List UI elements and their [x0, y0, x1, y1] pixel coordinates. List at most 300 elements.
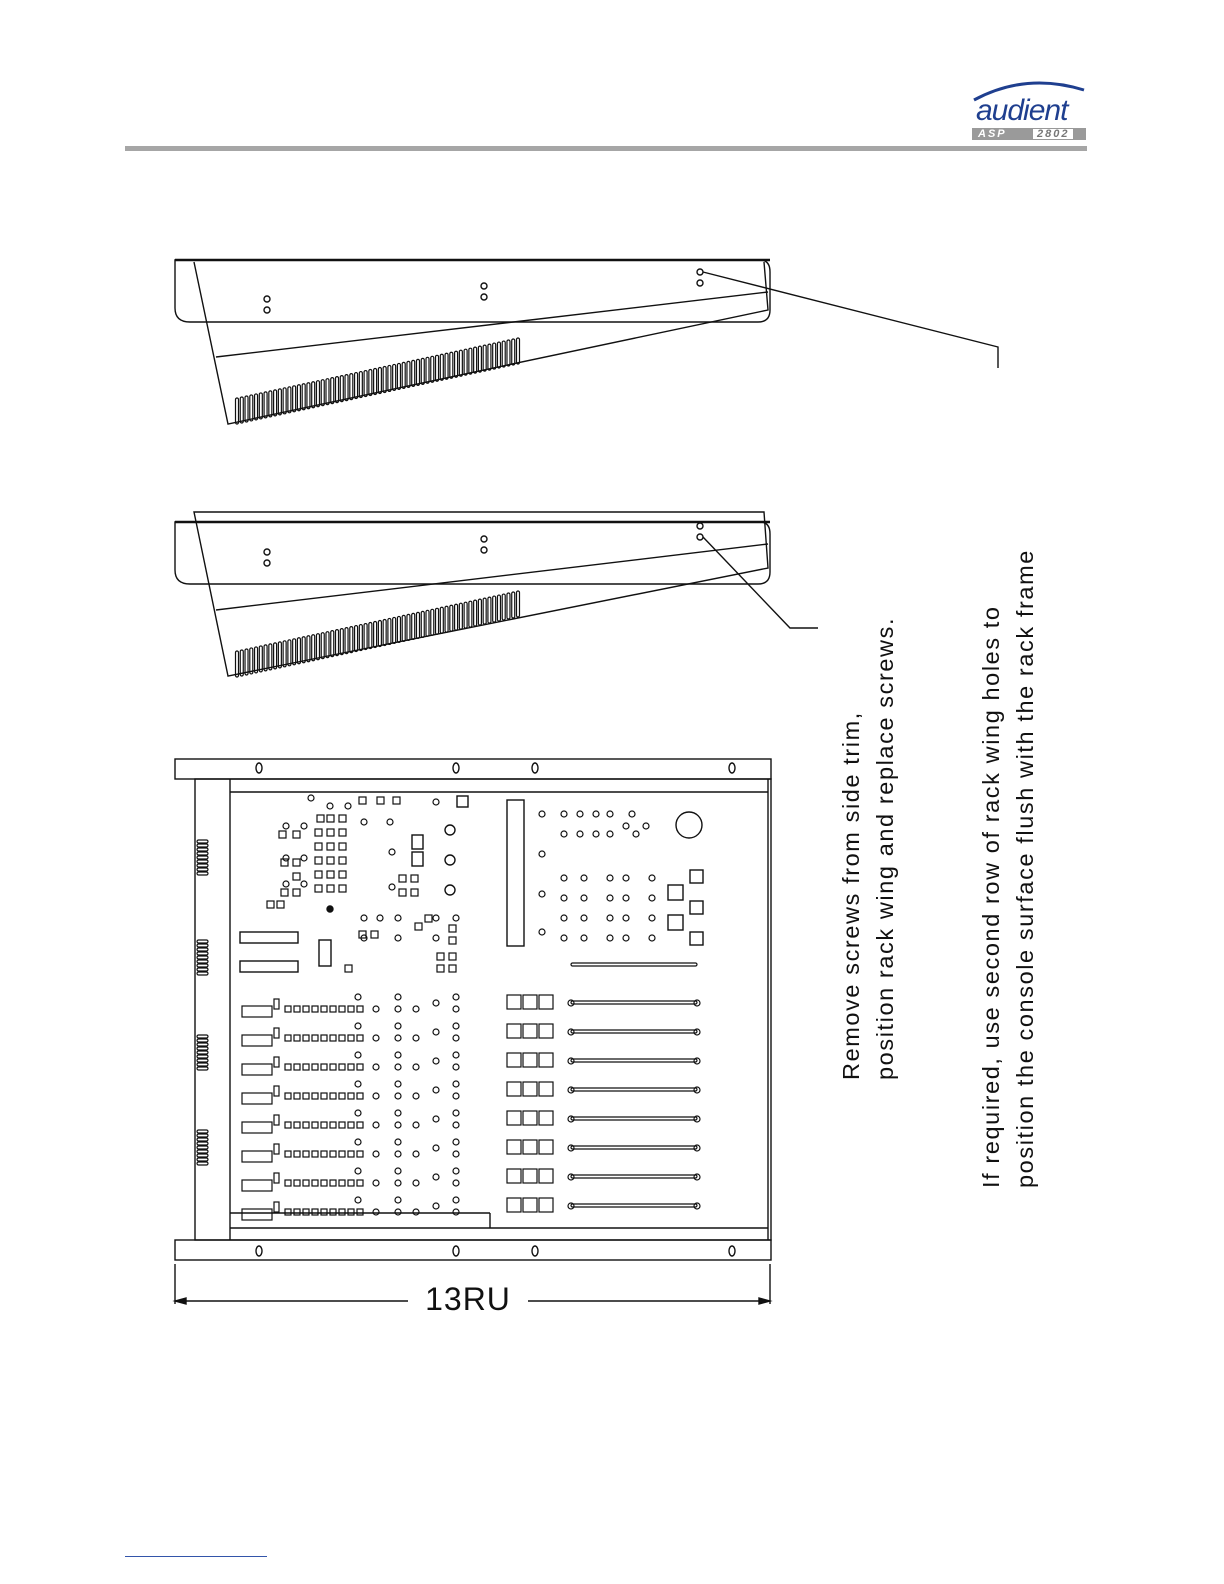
component-square: [339, 843, 346, 850]
channel-knob: [433, 1000, 439, 1006]
component-dot: [581, 915, 587, 921]
channel-connector: [242, 1151, 272, 1162]
vent-slot: [402, 615, 405, 641]
channel-knob: [395, 1168, 401, 1174]
channel-knob: [355, 1081, 361, 1087]
vent-slot: [459, 350, 462, 376]
channel-knob: [453, 1023, 459, 1029]
channel-knob: [453, 1139, 459, 1145]
component-dot: [539, 891, 545, 897]
component-dot: [301, 823, 307, 829]
vent-slot: [407, 361, 410, 387]
console-plan-view: [175, 759, 771, 1260]
channel-switch: [274, 1086, 279, 1096]
component-dot: [629, 811, 635, 817]
component-dot: [607, 831, 613, 837]
channel-knob: [373, 1035, 379, 1041]
vent-slot: [312, 382, 315, 408]
component-dot: [539, 851, 545, 857]
vent-slot: [307, 383, 310, 409]
component-square: [339, 871, 346, 878]
channel-knob: [453, 1093, 459, 1099]
vent-slot: [507, 593, 510, 619]
connector-slot: [197, 1059, 208, 1062]
vent-slot: [302, 637, 305, 663]
channel-button: [321, 1006, 327, 1012]
connector-slot: [197, 1051, 208, 1054]
channel-button: [303, 1064, 309, 1070]
channel-button: [321, 1064, 327, 1070]
logo-model-number: 2802: [1032, 128, 1074, 140]
fader-track: [571, 1204, 697, 1207]
channel-button: [321, 1180, 327, 1186]
connector-slot: [197, 1158, 208, 1161]
channel-button: [303, 1006, 309, 1012]
vent-slot: [426, 610, 429, 636]
channel-button: [357, 1180, 363, 1186]
meter-block: [507, 1198, 521, 1212]
channel-knob: [433, 1174, 439, 1180]
channel-button: [285, 1093, 291, 1099]
channel-connector: [242, 1035, 272, 1046]
vent-slot: [316, 634, 319, 660]
component-square: [327, 829, 334, 836]
channel-knob: [355, 1139, 361, 1145]
channel-button: [312, 1151, 318, 1157]
component-dot: [643, 823, 649, 829]
vent-slot: [297, 638, 300, 664]
channel-knob: [453, 1052, 459, 1058]
vent-slot: [350, 374, 353, 400]
channel-knob: [453, 1081, 459, 1087]
connector-slot: [197, 1134, 208, 1137]
connector-slot: [197, 1162, 208, 1165]
component-square: [359, 797, 366, 804]
component-square: [315, 885, 322, 892]
channel-switch: [274, 1144, 279, 1154]
vent-slot: [397, 363, 400, 389]
channel-connector: [242, 1122, 272, 1133]
component-dot: [581, 895, 587, 901]
vent-slot: [416, 612, 419, 638]
connector-slot: [197, 1146, 208, 1149]
component-square: [317, 815, 324, 822]
vent-slot: [502, 594, 505, 620]
channel-knob: [395, 1006, 401, 1012]
component-square: [339, 857, 346, 864]
component-dot: [607, 895, 613, 901]
logo-brand: audient: [976, 94, 1068, 127]
component-dot: [387, 819, 393, 825]
meter-block: [507, 1140, 521, 1154]
vent-slot: [269, 391, 272, 417]
channel-knob: [413, 1151, 419, 1157]
component-dot: [561, 875, 567, 881]
vent-slot: [440, 354, 443, 380]
channel-knob: [373, 1209, 379, 1215]
channel-knob: [355, 1110, 361, 1116]
vent-slot: [288, 387, 291, 413]
vent-slot: [431, 609, 434, 635]
component-square: [449, 925, 456, 932]
vent-slot: [355, 373, 358, 399]
vent-slot: [450, 605, 453, 631]
vent-slot: [378, 620, 381, 646]
meter-block: [523, 1053, 537, 1067]
channel-knob: [355, 1052, 361, 1058]
vent-slot: [517, 591, 520, 617]
component-square: [411, 889, 418, 896]
channel-knob: [433, 1029, 439, 1035]
vent-slot: [421, 358, 424, 384]
component-dot: [623, 935, 629, 941]
vent-slot: [464, 602, 467, 628]
channel-knob: [355, 1023, 361, 1029]
connector-slot: [197, 944, 208, 947]
vent-slot: [507, 340, 510, 366]
component-dot: [561, 895, 567, 901]
component-square: [281, 889, 288, 896]
vent-slot: [236, 398, 239, 424]
channel-knob: [395, 1209, 401, 1215]
channel-knob: [453, 1168, 459, 1174]
component-square: [449, 953, 456, 960]
component-dot: [561, 831, 567, 837]
channel-button: [303, 1093, 309, 1099]
meter-block: [539, 1053, 553, 1067]
channel-knob: [395, 1180, 401, 1186]
channel-knob: [453, 1006, 459, 1012]
component-square: [339, 815, 346, 822]
component-square: [399, 889, 406, 896]
vent-slot: [502, 341, 505, 367]
channel-knob: [373, 1151, 379, 1157]
dimension-label: 13RU: [408, 1281, 528, 1318]
component-square: [339, 829, 346, 836]
vent-slot: [250, 395, 253, 421]
channel-button: [312, 1209, 318, 1215]
meter-block: [523, 1082, 537, 1096]
footer-rule: [125, 1556, 267, 1557]
vent-slot: [345, 375, 348, 401]
component-dot: [649, 895, 655, 901]
note-side-trim-line1: Remove screws from side trim,: [838, 711, 864, 1080]
vent-slot: [474, 347, 477, 373]
vent-slot: [469, 601, 472, 627]
component-square: [293, 859, 300, 866]
channel-knob: [355, 1168, 361, 1174]
vent-slot: [245, 649, 248, 675]
vent-slot: [340, 629, 343, 655]
channel-knob: [395, 1122, 401, 1128]
channel-button: [294, 1093, 300, 1099]
vent-slot: [236, 651, 239, 677]
vent-slot: [493, 596, 496, 622]
channel-button: [357, 1006, 363, 1012]
component-dot: [389, 884, 395, 890]
component-dot: [283, 823, 289, 829]
meter-block: [523, 1169, 537, 1183]
connector-slot: [197, 940, 208, 943]
vent-slot: [359, 372, 362, 398]
component-dot: [593, 811, 599, 817]
connector-slot: [197, 948, 208, 951]
channel-knob: [433, 1116, 439, 1122]
meter-block: [539, 1024, 553, 1038]
component-square: [315, 829, 322, 836]
channel-knob: [395, 1139, 401, 1145]
channel-button: [348, 1209, 354, 1215]
component-dot: [649, 875, 655, 881]
vent-slot: [293, 386, 296, 412]
component-square: [293, 873, 300, 880]
channel-connector: [242, 1180, 272, 1191]
vent-slot: [297, 385, 300, 411]
vent-slot: [483, 598, 486, 624]
channel-connector: [242, 1006, 272, 1017]
channel-connector: [242, 1209, 272, 1220]
component-square: [437, 965, 444, 972]
vent-slot: [407, 614, 410, 640]
vent-slot: [283, 641, 286, 667]
channel-connector: [242, 1064, 272, 1075]
connector-slot: [197, 952, 208, 955]
channel-knob: [433, 1058, 439, 1064]
channel-button: [294, 1151, 300, 1157]
channel-switch: [274, 1115, 279, 1125]
fader-track: [571, 1001, 697, 1004]
component-square: [411, 875, 418, 882]
component-square: [399, 875, 406, 882]
meter-block: [507, 1111, 521, 1125]
channel-button: [321, 1122, 327, 1128]
channel-button: [321, 1151, 327, 1157]
vent-slot: [483, 345, 486, 371]
channel-button: [285, 1122, 291, 1128]
channel-button: [348, 1064, 354, 1070]
connector-slot: [197, 1055, 208, 1058]
channel-knob: [373, 1180, 379, 1186]
component-dot: [581, 935, 587, 941]
channel-knob: [395, 1023, 401, 1029]
component-square: [315, 857, 322, 864]
channel-knob: [453, 1209, 459, 1215]
vent-slot: [388, 365, 391, 391]
vent-slot: [488, 597, 491, 623]
channel-button: [339, 1064, 345, 1070]
vent-slot: [459, 603, 462, 629]
component-square: [449, 937, 456, 944]
side-view-top: [175, 260, 998, 424]
meter-block: [507, 1024, 521, 1038]
channel-knob: [395, 994, 401, 1000]
vent-slot: [436, 608, 439, 634]
note-second-row-line2: position the console surface flush with the rack frame: [1012, 549, 1038, 1188]
channel-button: [330, 1209, 336, 1215]
vent-slot: [369, 370, 372, 396]
vent-slot: [240, 650, 243, 676]
vent-slot: [288, 640, 291, 666]
component-dot: [308, 795, 314, 801]
channel-button: [312, 1122, 318, 1128]
component-square: [327, 885, 334, 892]
channel-button: [285, 1151, 291, 1157]
fader-track: [571, 1088, 697, 1091]
vent-slot: [321, 380, 324, 406]
component-dot: [607, 811, 613, 817]
component-square: [315, 871, 322, 878]
channel-knob: [395, 1052, 401, 1058]
channel-knob: [413, 1064, 419, 1070]
channel-button: [303, 1151, 309, 1157]
component-dot: [395, 915, 401, 921]
vent-slot: [369, 623, 372, 649]
channel-button: [339, 1035, 345, 1041]
component-dot: [389, 849, 395, 855]
connector-slot: [197, 960, 208, 963]
channel-button: [330, 1151, 336, 1157]
vent-slot: [245, 396, 248, 422]
component-square: [327, 843, 334, 850]
vent-slot: [393, 364, 396, 390]
vent-slot: [374, 369, 377, 395]
connector-slot: [197, 872, 208, 875]
component-square: [267, 901, 274, 908]
meter-block: [523, 995, 537, 1009]
channel-button: [339, 1122, 345, 1128]
vent-slot: [455, 604, 458, 630]
connector-slot: [197, 972, 208, 975]
connector-slot: [197, 1138, 208, 1141]
channel-button: [357, 1209, 363, 1215]
vent-slot: [416, 359, 419, 385]
connector-slot: [197, 956, 208, 959]
channel-button: [312, 1006, 318, 1012]
vent-slot: [383, 619, 386, 645]
component-square: [327, 871, 334, 878]
component-dot: [649, 935, 655, 941]
channel-button: [312, 1064, 318, 1070]
channel-knob: [395, 1081, 401, 1087]
channel-knob: [453, 1122, 459, 1128]
component-dot: [345, 803, 351, 809]
channel-button: [285, 1035, 291, 1041]
channel-button: [303, 1122, 309, 1128]
channel-knob: [453, 994, 459, 1000]
channel-button: [330, 1035, 336, 1041]
fader-track: [571, 1146, 697, 1149]
channel-knob: [453, 1180, 459, 1186]
channel-knob: [433, 1203, 439, 1209]
channel-button: [330, 1122, 336, 1128]
vent-slot: [469, 348, 472, 374]
component-dot: [539, 811, 545, 817]
component-dot: [327, 803, 333, 809]
vent-slot: [474, 600, 477, 626]
channel-knob: [373, 1093, 379, 1099]
component-dot: [607, 915, 613, 921]
channel-knob: [373, 1064, 379, 1070]
connector-slot: [197, 1150, 208, 1153]
note-second-row: [974, 549, 1042, 1188]
channel-button: [339, 1180, 345, 1186]
component-dot: [561, 935, 567, 941]
vent-slot: [255, 394, 258, 420]
vent-slot: [388, 618, 391, 644]
vent-slot: [493, 343, 496, 369]
connector-slot: [197, 1067, 208, 1070]
channel-knob: [413, 1035, 419, 1041]
component-square: [393, 797, 400, 804]
channel-button: [348, 1006, 354, 1012]
vent-slot: [364, 624, 367, 650]
meter-block: [539, 995, 553, 1009]
vent-slot: [426, 357, 429, 383]
channel-button: [285, 1209, 291, 1215]
meter-block: [539, 1198, 553, 1212]
meter-block: [539, 1111, 553, 1125]
channel-button: [294, 1122, 300, 1128]
component-dot: [577, 811, 583, 817]
component-square: [293, 889, 300, 896]
note-side-trim: [834, 617, 902, 1080]
vent-slot: [421, 611, 424, 637]
fader-track: [571, 1117, 697, 1120]
connector-slot: [197, 1043, 208, 1046]
meter-block: [507, 1169, 521, 1183]
component-dot: [581, 875, 587, 881]
meter-block: [523, 1111, 537, 1125]
channel-knob: [395, 1151, 401, 1157]
vent-slot: [497, 595, 500, 621]
connector-slot: [197, 852, 208, 855]
channel-knob: [453, 1035, 459, 1041]
vent-slot: [331, 378, 334, 404]
channel-button: [348, 1180, 354, 1186]
meter-block: [539, 1140, 553, 1154]
component-dot: [607, 935, 613, 941]
component-dot: [377, 915, 383, 921]
component-dot: [361, 915, 367, 921]
vent-slot: [374, 622, 377, 648]
component-square: [293, 831, 300, 838]
vent-slot: [259, 646, 262, 672]
component-dot: [607, 875, 613, 881]
channel-button: [330, 1180, 336, 1186]
vent-slot: [393, 617, 396, 643]
connector-slot: [197, 848, 208, 851]
connector-slot: [197, 1063, 208, 1066]
component-dot: [561, 915, 567, 921]
channel-button: [357, 1122, 363, 1128]
meter-block: [539, 1082, 553, 1096]
component-dot: [361, 819, 367, 825]
vent-slot: [255, 647, 258, 673]
vent-slot: [445, 353, 448, 379]
vent-slot: [488, 344, 491, 370]
channel-button: [294, 1006, 300, 1012]
vent-slot: [240, 397, 243, 423]
meter-block: [523, 1140, 537, 1154]
component-dot: [633, 831, 639, 837]
vent-slot: [397, 616, 400, 642]
vent-slot: [383, 366, 386, 392]
vent-slot: [274, 390, 277, 416]
component-dot: [433, 915, 439, 921]
channel-button: [321, 1035, 327, 1041]
channel-knob: [373, 1006, 379, 1012]
channel-button: [303, 1035, 309, 1041]
